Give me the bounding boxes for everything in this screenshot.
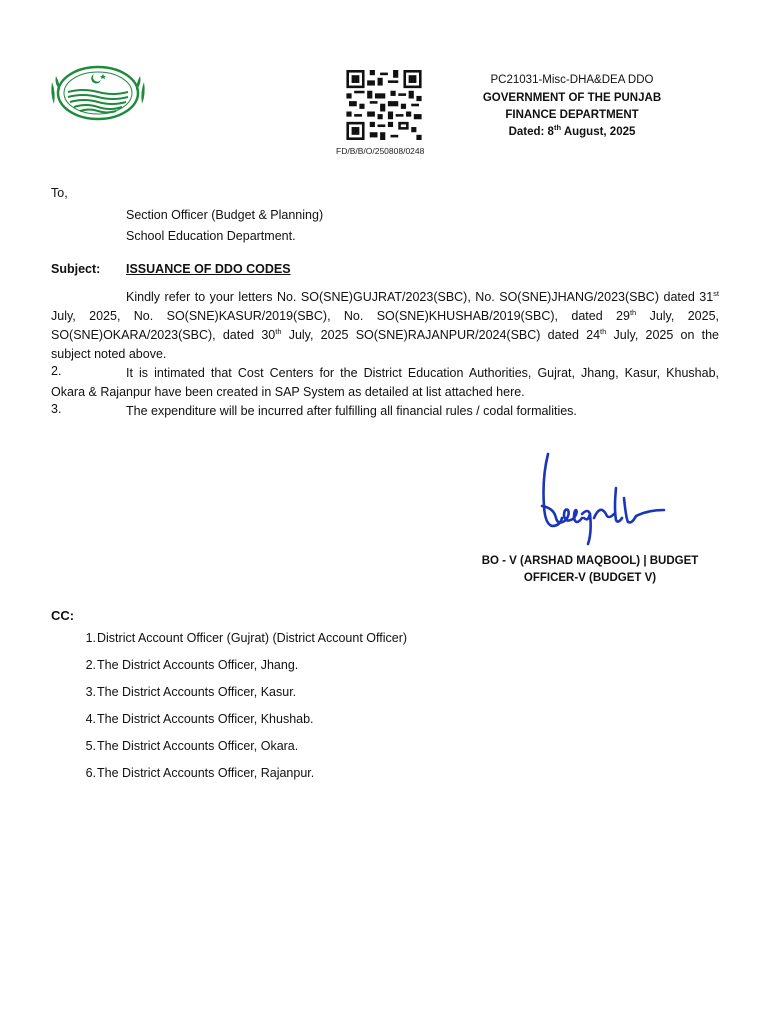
punjab-emblem-logo [48,62,148,124]
subject-label: Subject: [51,262,101,276]
signatory-line-1: BO - V (ARSHAD MAQBOOL) | BUDGET [481,555,699,567]
signatory-line-2: OFFICER-V (BUDGET V) [523,572,657,584]
cc-list-item: 6. The District Accounts Officer, Rajanpur. [85,766,315,780]
paragraph-3: The expenditure will be incurred after fulfilling all financial rules / codal formalities. [126,404,577,418]
cc-list-item: 2. The District Accounts Officer, Jhang. [85,658,299,672]
paragraph-3-number: 3. [51,402,62,416]
cc-label: CC: [51,608,75,623]
qr-code [346,70,422,140]
cc-list-item: 1. District Account Officer (Gujrat) (District Account Officer) [85,631,408,645]
subject-text: ISSUANCE OF DDO CODES [126,262,291,276]
cc-list-item: 3. The District Accounts Officer, Kasur. [85,685,297,699]
cc-list-item: 4. The District Accounts Officer, Khushab. [85,712,314,726]
qr-caption: FD/B/B/O/250808/0248 [336,146,425,156]
recipient-line-2: School Education Department. [126,229,296,243]
recipient-line-1: Section Officer (Budget & Planning) [126,208,324,222]
government-title: GOVERNMENT OF THE PUNJAB [482,92,662,104]
paragraph-2: It is intimated that Cost Centers for the District Education Authorities, Gujrat, Jhang, Kasur, Khushab, Okara & Rajanpur have been created in SAP System as detailed at list attached here. [51,366,719,399]
letter-date: Dated: 8th August, 2025 [508,123,636,138]
cc-list-item: 5. The District Accounts Officer, Okara. [85,739,299,753]
to-label: To, [51,186,68,200]
paragraph-2-number: 2. [51,364,62,378]
department-title: FINANCE DEPARTMENT [505,109,639,121]
reference-code: PC21031-Misc-DHA&DEA DDO [490,74,654,86]
handwritten-signature [530,448,670,548]
paragraph-1: Kindly refer to your letters No. SO(SNE)GUJRAT/2023(SBC), No. SO(SNE)JHANG/2023(SBC) dated 31st July, 2025, No. SO(SNE)KASUR/2019(SBC), No. SO(SNE)KHUSHAB/2019(SBC), dated 29th July, 2025, SO(SNE)OKARA/2023(SBC), dated 30th July, 2025 SO(SNE)RAJANPUR/2024(SBC) dated 24th July, 2025 on the subject noted above. [51,288,719,361]
